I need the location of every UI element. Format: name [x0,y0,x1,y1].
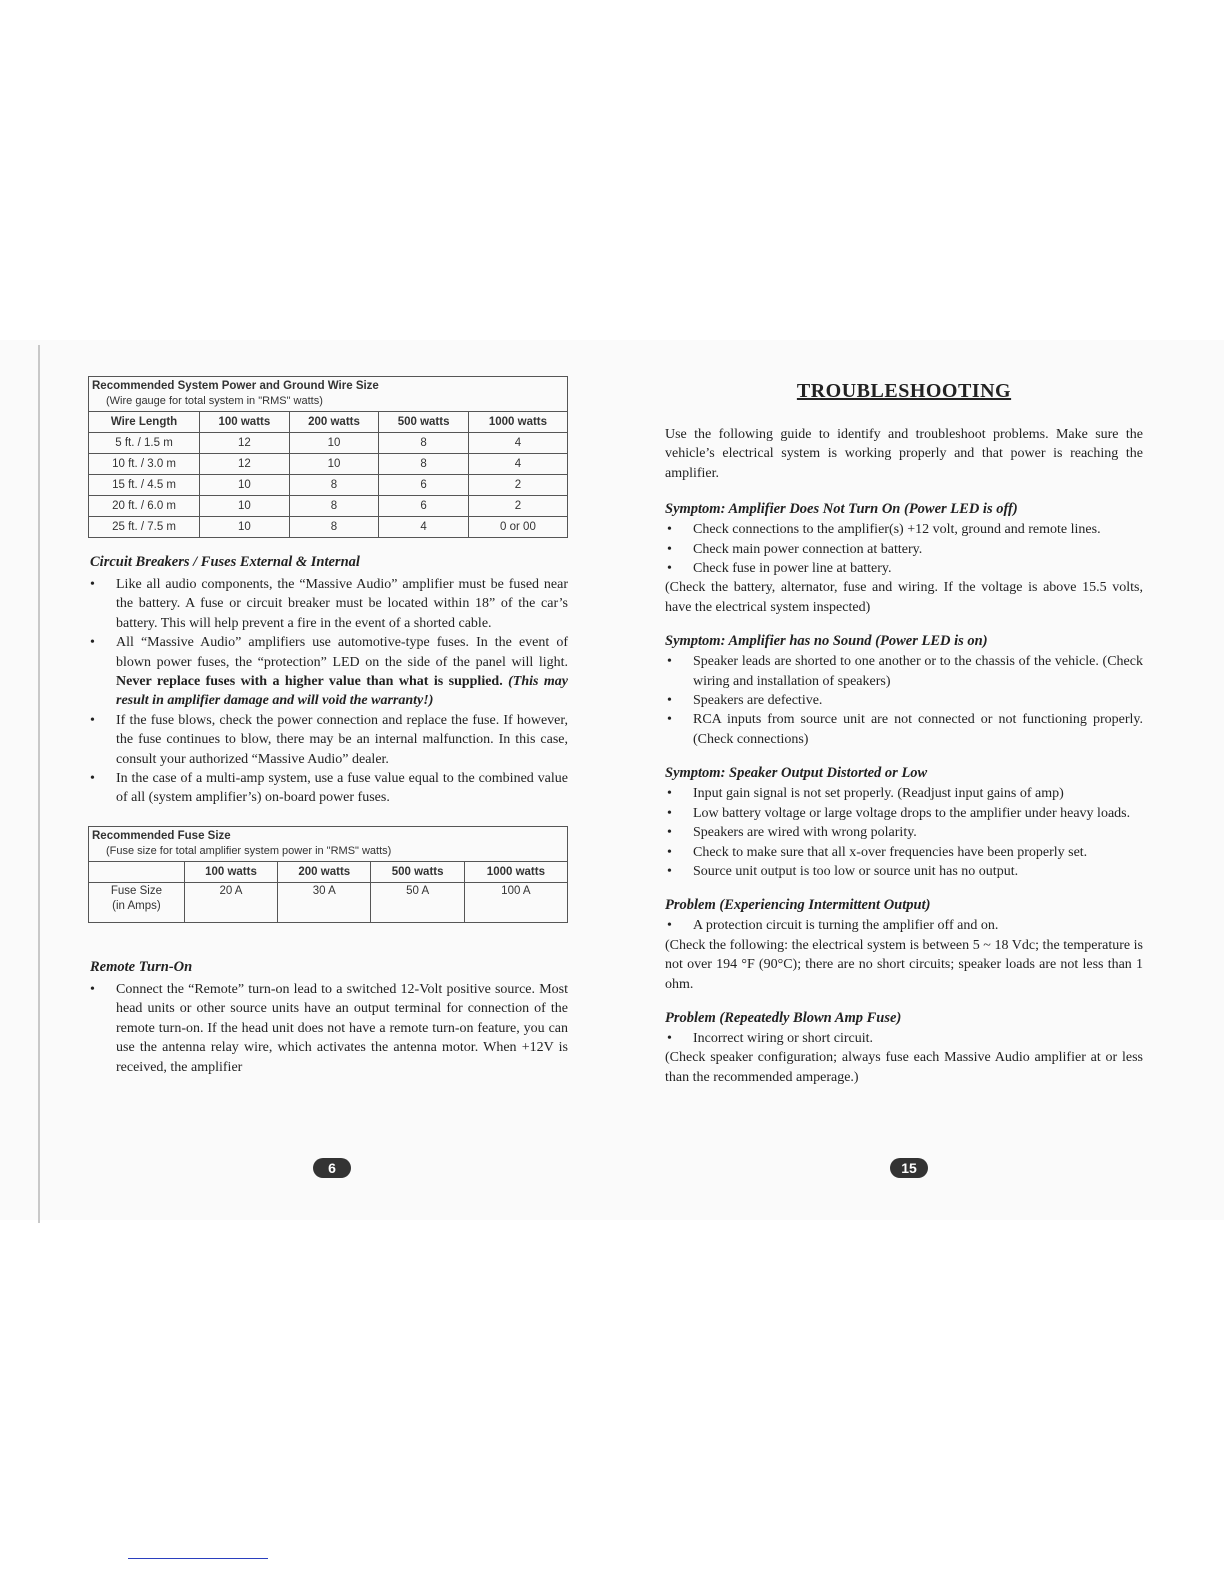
header-cell: 500 watts [371,861,464,882]
intro-paragraph: Use the following guide to identify and troubleshoot problems. Make sure the vehicle’s electrical system is working properly and that power is reaching the amplifier. [665,427,1143,481]
binding-edge [38,345,40,1223]
remote-list [88,980,568,1077]
table-cell: 6 [379,496,469,517]
fuse-table-subtitle: (Fuse size for total amplifier system power in "RMS" watts) [106,844,392,857]
table-cell: 8 [379,433,469,454]
list-item: • Input gain signal is not set properly. (Readjust input gains of amp) [665,784,1143,803]
list-item: • Low battery voltage or large voltage drops to the amplifier under heavy loads. [665,804,1143,823]
symptom-heading: Symptom: Amplifier Does Not Turn On (Power LED is off) [665,501,1018,518]
symptom-list [665,520,1143,578]
fuse-table-header [89,861,568,882]
table-cell: 10 [289,433,379,454]
symptom-list [665,784,1143,881]
table-cell: 12 [200,433,290,454]
left-page [88,376,568,1077]
table-cell: 8 [289,475,379,496]
table-cell: 8 [289,517,379,538]
table-cell: 2 [468,475,567,496]
page-title: TROUBLESHOOTING [796,380,1012,402]
right-page [665,372,1143,1087]
list-item: • Speakers are wired with wrong polarity. [665,823,1143,842]
list-item-text: All “Massive Audio” amplifiers use automotive-type fuses. In the event of blown power fuses, the “protection” LED on the side of the panel will light. [116,635,568,670]
table-cell: 50 A [371,882,464,922]
header-cell: 100 watts [200,412,290,433]
page-number-badge: 15 [890,1158,928,1178]
problem-heading: Problem (Repeatedly Blown Amp Fuse) [665,1009,902,1026]
table-cell: 100 A [464,882,567,922]
table-row [89,475,568,496]
problem-note: (Check speaker configuration; always fuse each Massive Audio amplifier at or less than the recommended amperage.) [665,1050,1143,1085]
table-row [89,454,568,475]
header-cell: 1000 watts [464,861,567,882]
page-number-badge: 6 [313,1158,351,1178]
header-cell: 100 watts [184,861,277,882]
header-cell [89,861,185,882]
table-cell: 0 or 00 [468,517,567,538]
table-cell: 2 [468,496,567,517]
warning-italic-text: (This may result in amplifier damage and will void the warranty!) [116,674,568,709]
header-cell: 500 watts [379,412,469,433]
list-item: • RCA inputs from source unit are not connected or not functioning properly. (Check connections) [665,710,1143,749]
header-cell: 200 watts [278,861,371,882]
symptom-list [665,652,1143,749]
list-item: • Source unit output is too low or source unit has no output. [665,862,1143,881]
list-item: • Check to make sure that all x-over frequencies have been properly set. [665,843,1143,862]
list-item: • Like all audio components, the “Massive Audio” amplifier must be fused near the battery. A fuse or circuit breaker must be located within 18” of the car’s battery. This will help prevent a fire in the event of a shorted cable. [88,575,568,633]
symptom-heading: Symptom: Speaker Output Distorted or Low [665,765,928,782]
wire-table-caption [89,377,568,412]
wire-size-table [88,376,568,538]
problem-list [665,1029,1143,1048]
table-cell: 4 [468,454,567,475]
fuse-table-caption [89,826,568,861]
wire-table-title: Recommended System Power and Ground Wire Size [92,380,379,392]
list-item: • Incorrect wiring or short circuit. [665,1029,1143,1048]
table-cell: 10 [200,475,290,496]
list-item: • Speaker leads are shorted to one another or to the chassis of the vehicle. (Check wiring and installation of speakers) [665,652,1143,691]
table-cell: 8 [289,496,379,517]
wire-table-header [89,412,568,433]
table-cell: 12 [200,454,290,475]
problem-list [665,916,1143,935]
wire-table-subtitle: (Wire gauge for total system in "RMS" watts) [106,395,323,407]
list-item: • Connect the “Remote” turn-on lead to a switched 12-Volt positive source. Most head units or other source units have an output terminal for connection of the remote turn-on. If the head unit does not have a remote turn-on feature, you can use the antenna relay wire, which activates the antenna motor. When +12V is received, the amplifier [88,980,568,1077]
table-cell: 6 [379,475,469,496]
table-cell: 10 [200,496,290,517]
breakers-list [88,575,568,808]
footer-rule [128,1558,268,1559]
list-item: • Check fuse in power line at battery. [665,559,1143,578]
list-item: • If the fuse blows, check the power connection and replace the fuse. If however, the fuse continues to blow, there may be an internal malfunction. In this case, consult your authorized “Massive Audio” dealer. [88,711,568,769]
table-cell: 25 ft. / 7.5 m [89,517,200,538]
table-cell: 4 [468,433,567,454]
list-item [88,633,568,711]
warning-bold-text: Never replace fuses with a higher value than what is supplied. [116,674,503,690]
table-cell: 20 ft. / 6.0 m [89,496,200,517]
list-item: • In the case of a multi-amp system, use a fuse value equal to the combined value of all (system amplifier’s) on-board power fuses. [88,769,568,808]
list-item: • Speakers are defective. [665,691,1143,710]
remote-heading: Remote Turn-On [90,958,193,975]
problem-note: (Check the following: the electrical system is between 5 ~ 18 Vdc; the temperature is not over 194 °F (90°C); there are no short circuits; speaker loads are not less than 1 ohm. [665,937,1143,992]
fuse-row-label: Fuse Size [110,884,162,897]
table-cell: 30 A [278,882,371,922]
table-row [89,496,568,517]
table-row [89,882,568,922]
list-item: • Check connections to the amplifier(s) +12 volt, ground and remote lines. [665,520,1143,539]
table-row [89,517,568,538]
symptom-note: (Check the battery, alternator, fuse and wiring. If the voltage is above 15.5 volts, have the electrical system inspected) [665,580,1143,615]
table-cell: 20 A [184,882,277,922]
table-cell: 8 [379,454,469,475]
header-cell: 1000 watts [468,412,567,433]
fuse-size-table [88,826,568,923]
table-cell [89,882,185,922]
table-cell: 10 ft. / 3.0 m [89,454,200,475]
fuse-row-unit: (in Amps) [112,899,161,912]
problem-heading: Problem (Experiencing Intermittent Output) [665,897,931,914]
table-cell: 10 [289,454,379,475]
header-cell: Wire Length [89,412,200,433]
fuse-table-title: Recommended Fuse Size [92,829,231,842]
breakers-heading: Circuit Breakers / Fuses External & Internal [90,554,360,570]
header-cell: 200 watts [289,412,379,433]
symptom-heading: Symptom: Amplifier has no Sound (Power LED is on) [665,633,988,650]
list-item: • A protection circuit is turning the amplifier off and on. [665,916,1143,935]
table-cell: 4 [379,517,469,538]
table-cell: 15 ft. / 4.5 m [89,475,200,496]
list-item: • Check main power connection at battery. [665,540,1143,559]
table-row [89,433,568,454]
table-cell: 5 ft. / 1.5 m [89,433,200,454]
table-cell: 10 [200,517,290,538]
